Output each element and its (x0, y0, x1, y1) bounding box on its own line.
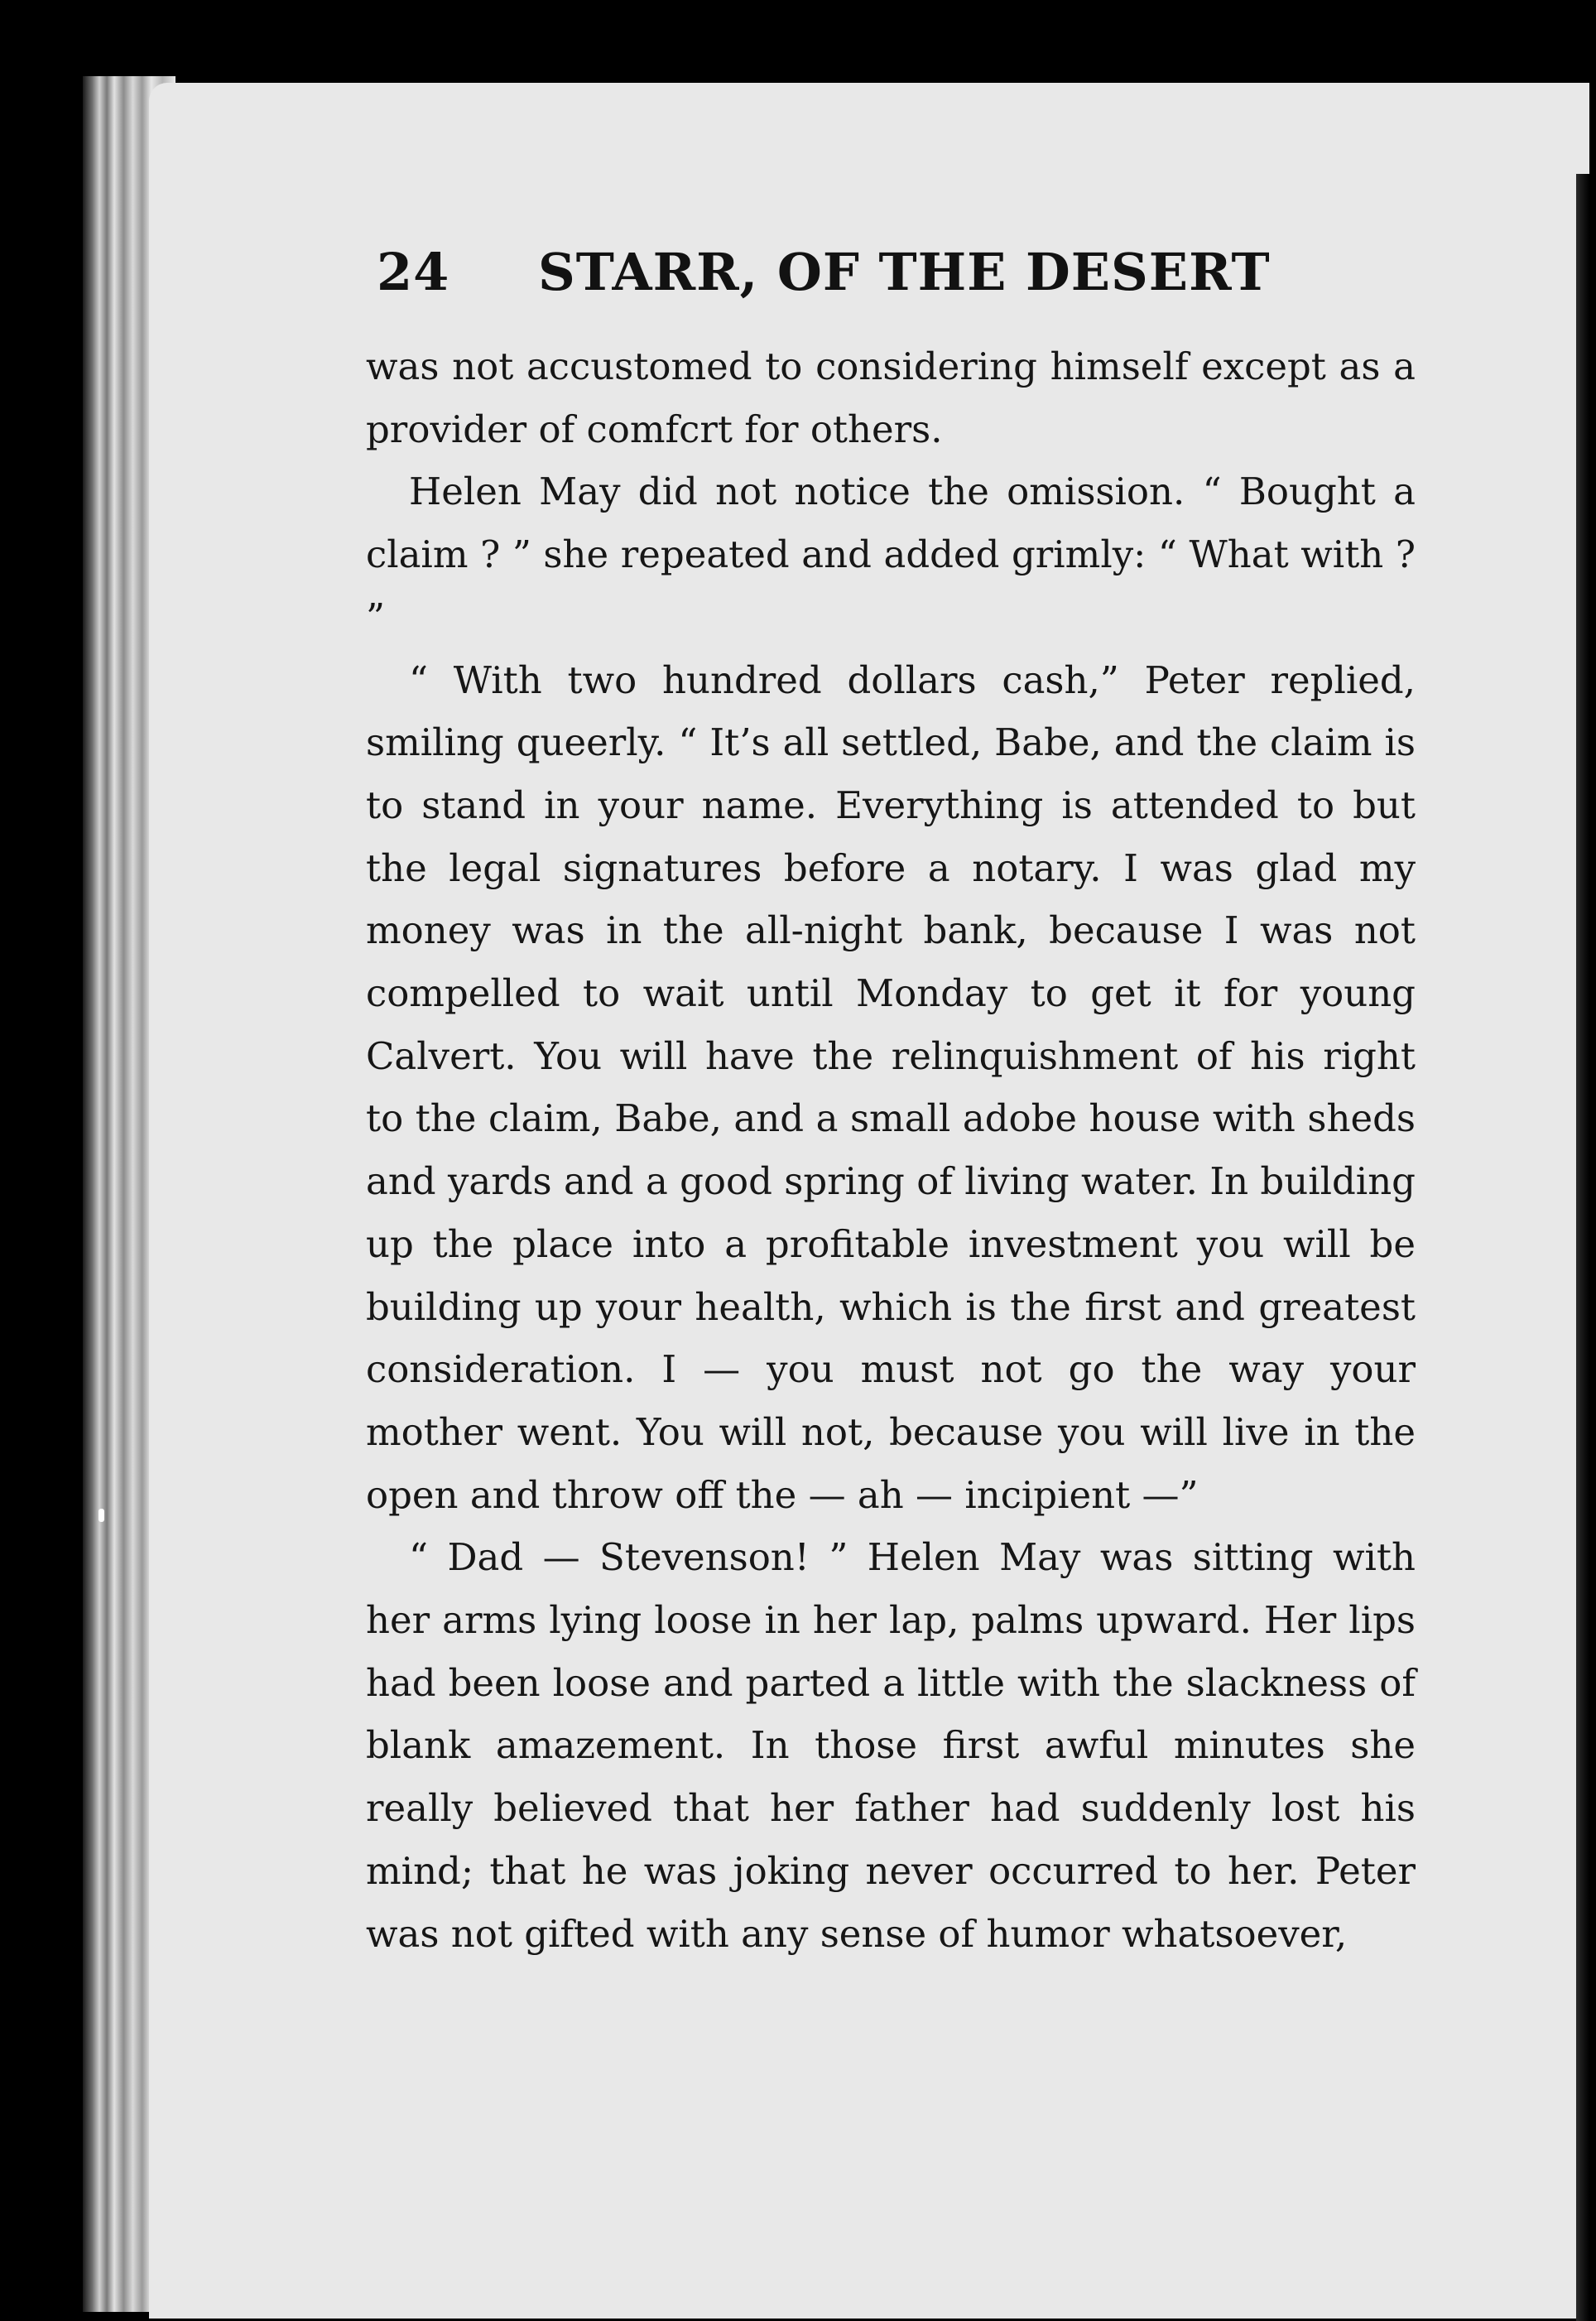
running-title: STARR, OF THE DESERT (538, 242, 1271, 302)
paragraph: “ With two hundred dollars cash,” Peter replied, smiling queerly. “ It’s all settled, Babe, and the claim is to stand in your name. Everything is attended to but the legal signatures before a notary. I was glad my money was in the all-night bank, because I was not compelled to wait until Monday to get it for young Calvert. You will have the relinquishment of his right to the claim, Babe, and a small adobe house with sheds and yards and a good spring of living water. In building up the place into a profitable investment you will be building up your health, which is the first and greatest consideration. I — you must not go the way your mother went. You will not, because you will live in the open and throw off the — ah — incipient —” (366, 657, 1416, 1517)
paragraph: was not accustomed to considering himself except as a provider of comfcrt for others. (366, 344, 1416, 451)
body-text (366, 335, 1416, 1965)
scan-speck (99, 1509, 104, 1522)
page-header (377, 242, 1271, 308)
paragraph: Helen May did not notice the omission. “ Bought a claim ? ” she repeated and added grimly: “ What with ? ” (366, 469, 1416, 639)
paragraph: “ Dad — Stevenson! ” Helen May was sitting with her arms lying loose in her lap, palms upward. Her lips had been loose and parted a little with the slackness of blank amazement. In those first awful minutes she really believed that her father had suddenly lost his mind; that he was joking never occurred to her. Peter was not gifted with any sense of humor whatsoever, (366, 1535, 1416, 1956)
page-edge-shadow (1576, 174, 1589, 2321)
page-number: 24 (377, 242, 450, 302)
